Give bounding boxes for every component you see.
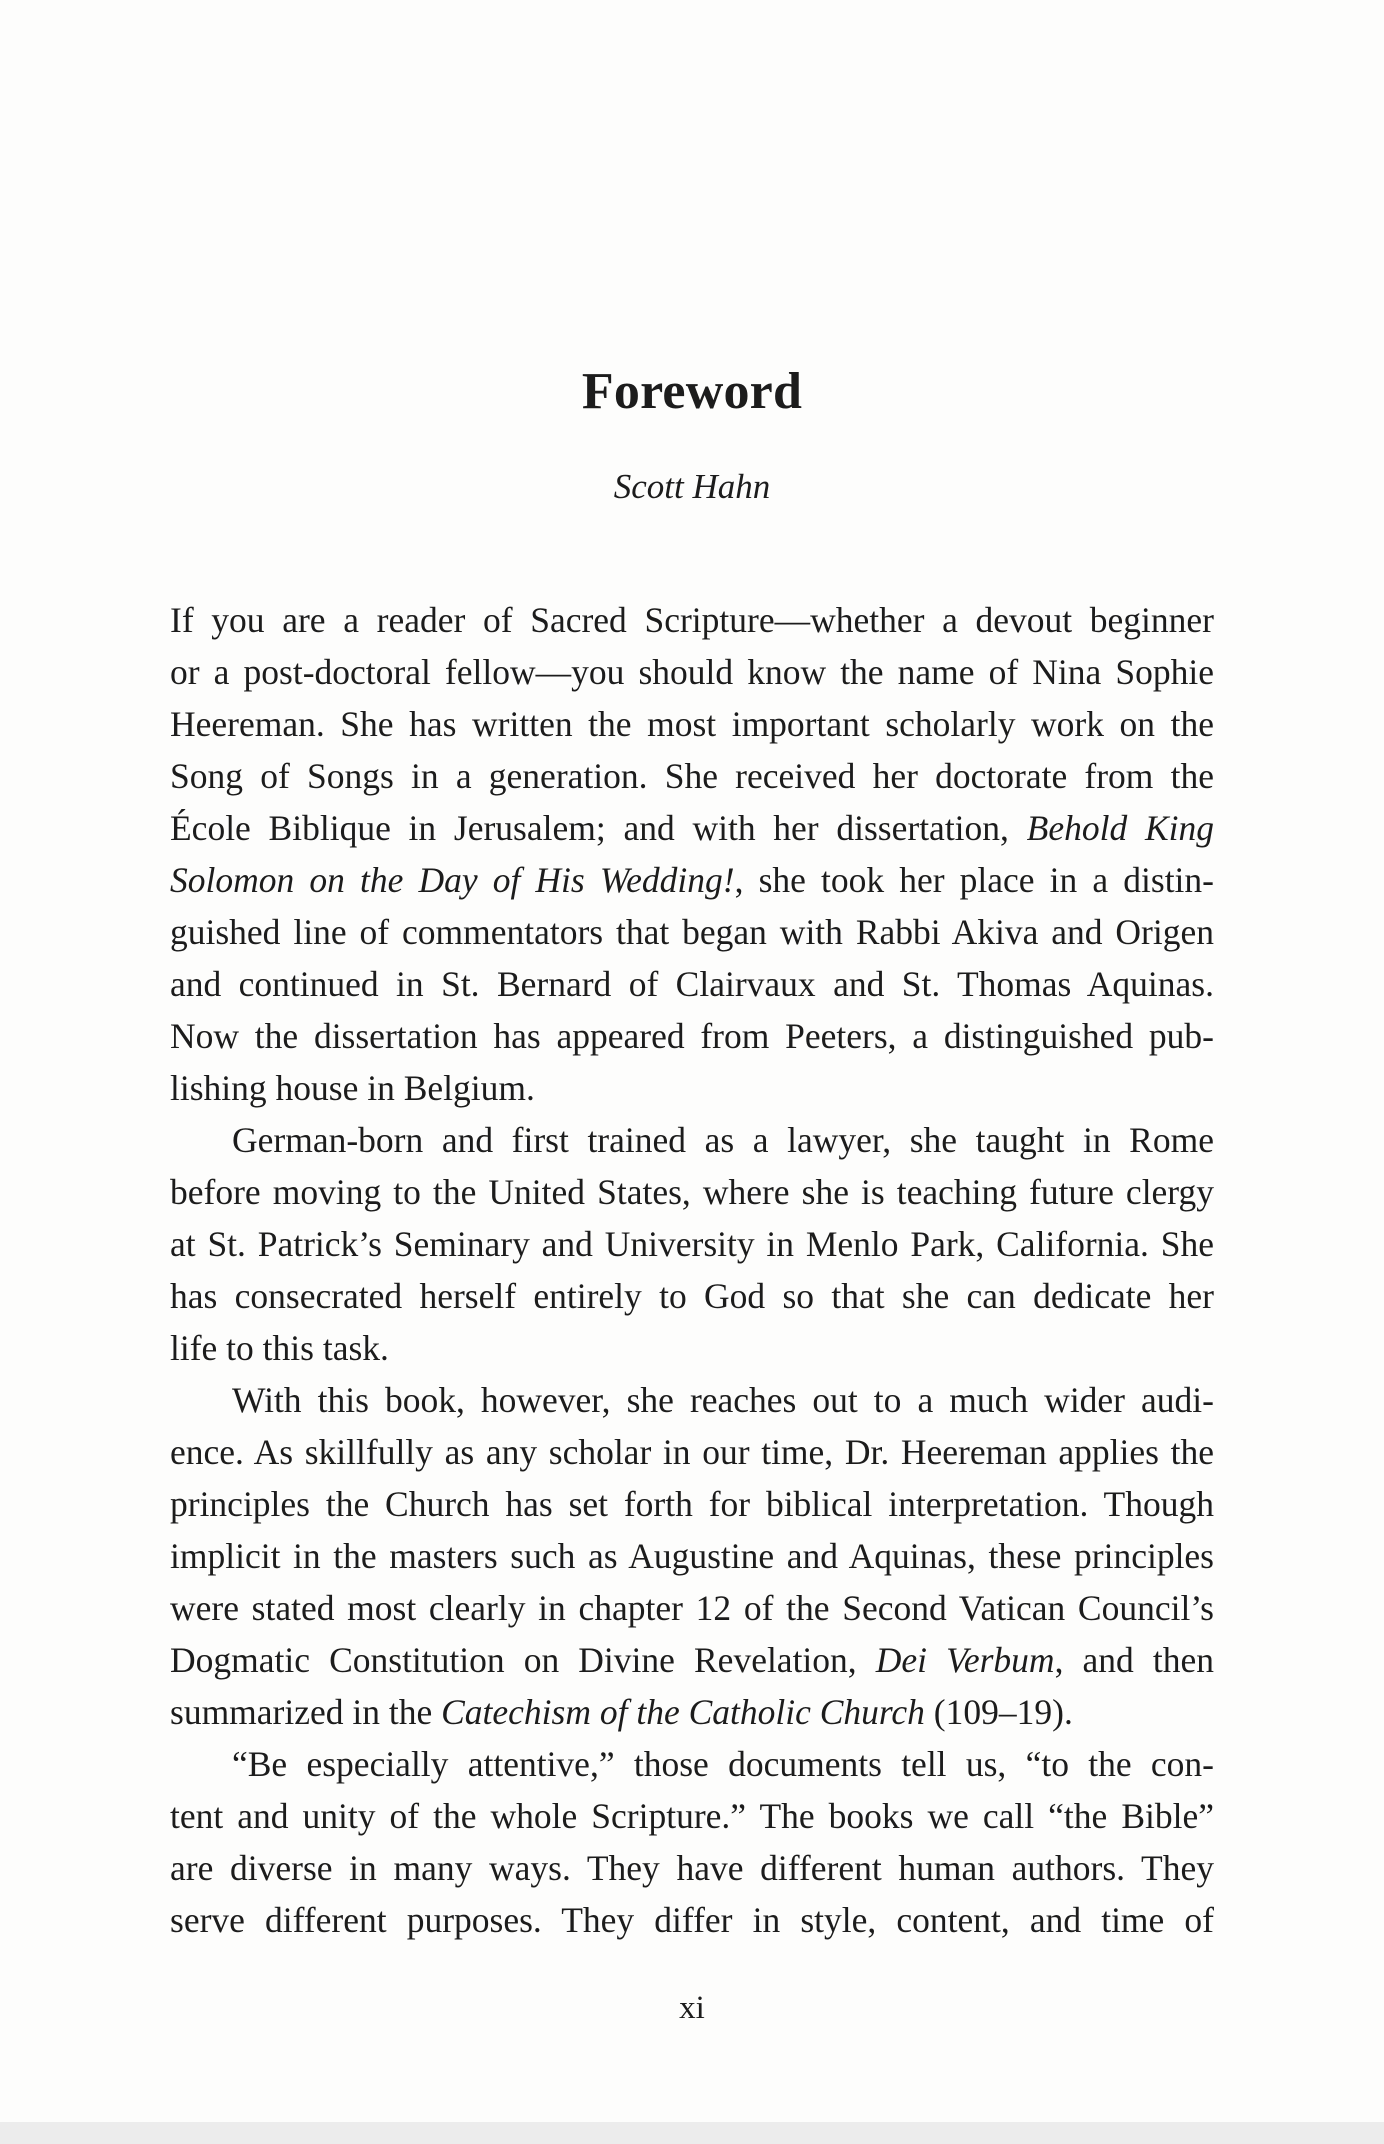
text-line: life to this task. <box>170 1328 389 1368</box>
author-name: Scott Hahn <box>613 467 771 506</box>
text-line: serve different purposes. They differ in style, content, and time of <box>170 1900 1214 1940</box>
text-line: or a post-doctoral fellow—you should know the name of Nina Sophie <box>170 652 1214 692</box>
text-line: guished line of commentators that began with Rabbi Akiva and Origen <box>170 912 1214 952</box>
text-line: principles the Church has set forth for biblical interpretation. Though <box>170 1484 1214 1524</box>
paragraph <box>170 1738 1214 1946</box>
text-line: “Be especially attentive,” those documents tell us, “to the con- <box>232 1744 1214 1784</box>
text-line: and continued in St. Bernard of Clairvaux and St. Thomas Aquinas. <box>170 964 1214 1004</box>
text-line: tent and unity of the whole Scripture.” The books we call “the Bible” <box>170 1796 1214 1836</box>
text-line: With this book, however, she reaches out to a much wider audi- <box>232 1380 1214 1420</box>
text-line: Now the dissertation has appeared from Peeters, a distinguished pub- <box>170 1016 1214 1056</box>
paragraph <box>170 1114 1214 1374</box>
italic-title: Dei Verbum <box>875 1640 1055 1680</box>
text-line: before moving to the United States, where she is teaching future clergy <box>170 1172 1214 1212</box>
page-edge-shadow <box>0 2122 1384 2144</box>
text-line: École Biblique in Jerusalem; and with her dissertation, Behold King <box>170 808 1214 848</box>
text-line: Song of Songs in a generation. She received her doctorate from the <box>170 756 1214 796</box>
text-line: are diverse in many ways. They have different human authors. They <box>170 1848 1214 1888</box>
text-line: German-born and first trained as a lawyer, she taught in Rome <box>232 1120 1214 1160</box>
text-line: at St. Patrick’s Seminary and University in Menlo Park, California. She <box>170 1224 1214 1264</box>
body-text <box>170 594 1214 1946</box>
paragraph <box>170 594 1214 1114</box>
paragraph <box>170 1374 1214 1738</box>
text-line: were stated most clearly in chapter 12 of the Second Vatican Council’s <box>170 1588 1214 1628</box>
text-line: Solomon on the Day of His Wedding!, she took her place in a distin- <box>170 860 1214 900</box>
italic-title: Catechism of the Catholic Church <box>441 1692 925 1732</box>
text-line: ence. As skillfully as any scholar in our time, Dr. Heereman applies the <box>170 1432 1214 1472</box>
text-line: If you are a reader of Sacred Scripture—whether a devout beginner <box>170 600 1214 640</box>
text-line: summarized in the Catechism of the Catholic Church (109–19). <box>170 1692 1073 1732</box>
text-line: lishing house in Belgium. <box>170 1068 535 1108</box>
chapter-title: Foreword <box>581 363 803 420</box>
text-line: Heereman. She has written the most important scholarly work on the <box>170 704 1214 744</box>
page-number: xi <box>679 1990 705 2026</box>
text-line: has consecrated herself entirely to God so that she can dedicate her <box>170 1276 1214 1316</box>
text-line: Dogmatic Constitution on Divine Revelation, Dei Verbum, and then <box>170 1640 1214 1680</box>
text-line: implicit in the masters such as Augustine and Aquinas, these principles <box>170 1536 1214 1576</box>
italic-title: Solomon on the Day of His Wedding! <box>170 860 735 900</box>
italic-title: Behold King <box>1026 808 1214 848</box>
